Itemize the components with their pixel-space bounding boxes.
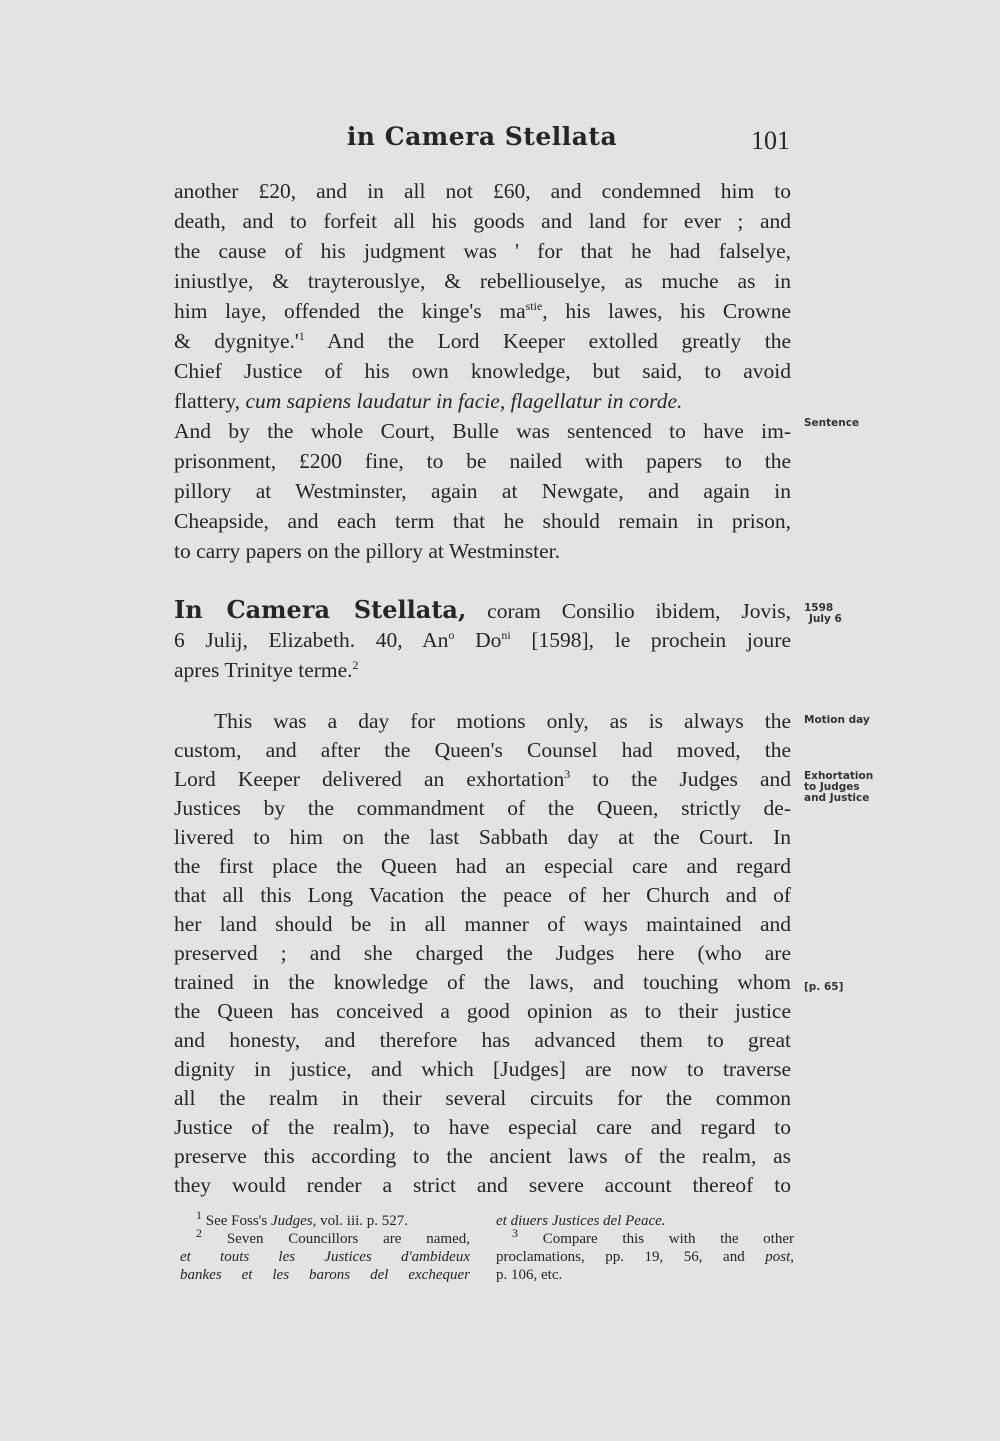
text-line: [174, 625, 791, 655]
text-line: Chief Justice of his own knowledge, but said, to avoid: [174, 359, 791, 383]
text-segment: post: [765, 1249, 791, 1265]
superscript: ni: [501, 627, 511, 642]
text-line: This was a day for motions only, as is always the: [214, 709, 791, 733]
footnote-ref: 1: [298, 328, 305, 343]
text-segment: proclamations, pp. 19, 56, and: [496, 1249, 766, 1265]
text-segment: [1598], le prochein joure: [510, 628, 791, 652]
superscript: stie: [525, 298, 543, 313]
margin-note-year: 1598: [804, 602, 834, 614]
text-segment: Do: [454, 628, 502, 652]
margin-note-sentence: [804, 418, 894, 429]
margin-note-text: Exhortation: [804, 770, 874, 782]
text-line: preserve this according to the ancient laws of the realm, as: [174, 1144, 791, 1168]
text-segment: to the Judges and: [570, 767, 791, 791]
text-segment: 6 Julij, Elizabeth. 40, An: [174, 628, 449, 652]
text-segment: & dygnitye.': [174, 329, 299, 353]
text-segment: et diuers Justices del Peace.: [496, 1213, 666, 1229]
text-line: iniustlye, & trayterouslye, & rebelliouselye, as muche as in: [174, 269, 791, 293]
footnote-ref: 3: [564, 766, 571, 781]
footnote-1: [180, 1208, 470, 1230]
margin-note-text: Sentence: [804, 417, 860, 429]
footnote-3: [496, 1226, 794, 1248]
text-line: preserved ; and she charged the Judges here (who are: [174, 941, 791, 965]
footnote-2-line: [180, 1248, 470, 1266]
footnote-3-line: [496, 1248, 794, 1266]
text-line: And by the whole Court, Bulle was sentenced to have im-: [174, 419, 791, 443]
text-line: her land should be in all manner of ways maintained and: [174, 912, 791, 936]
text-line: and honesty, and therefore has advanced them to great: [174, 1028, 791, 1052]
text-line: all the realm in their several circuits for the common: [174, 1086, 791, 1110]
footnote-3-line: p. 106, etc.: [496, 1267, 563, 1283]
margin-note-page-ref: [804, 982, 894, 993]
text-segment: ,: [790, 1249, 794, 1265]
text-line: the first place the Queen had an especial care and regard: [174, 854, 791, 878]
text-line: death, and to forfeit all his goods and land for ever ; and: [174, 209, 791, 233]
text-segment: flattery,: [174, 389, 246, 413]
page-header: [174, 122, 790, 162]
latin-quote: cum sapiens laudatur in facie, flagellatur in corde.: [245, 389, 683, 413]
margin-note-date: [804, 603, 894, 625]
text-line: they would render a strict and severe account thereof to: [174, 1173, 791, 1197]
text-segment: Compare this with the other: [518, 1231, 794, 1247]
text-segment: coram Consilio ibidem, Jovis,: [466, 599, 791, 623]
text-segment: Lord Keeper delivered an exhortation: [174, 767, 565, 791]
text-segment: him laye, offended the kinge's ma: [174, 299, 526, 323]
text-line: another £20, and in all not £60, and condemned him to: [174, 179, 791, 203]
text-line: that all this Long Vacation the peace of her Church and of: [174, 883, 791, 907]
margin-note-text: and Justice: [804, 792, 870, 804]
margin-note-text: [p. 65]: [804, 981, 844, 993]
page-number: 101: [751, 126, 790, 155]
text-line: [174, 296, 791, 326]
text-segment: Judges: [270, 1213, 313, 1229]
text-segment: , his lawes, his Crowne: [542, 299, 791, 323]
text-line: [174, 326, 791, 356]
text-segment: Seven Councillors are named,: [202, 1231, 470, 1247]
margin-note-text: Motion day: [804, 714, 870, 726]
text-line: dignity in justice, and which [Judges] are now to traverse: [174, 1057, 791, 1081]
heading-title: In Camera Stellata,: [174, 595, 467, 624]
footnote-2-line: [496, 1212, 794, 1230]
footnote-2-line: [180, 1266, 470, 1284]
text-line: livered to him on the last Sabbath day at the Court. In: [174, 825, 791, 849]
footnote-2: [180, 1226, 470, 1248]
text-line: the Queen has conceived a good opinion as to their justice: [174, 999, 791, 1023]
text-line: to carry papers on the pillory at Westminster.: [174, 539, 560, 563]
text-segment: bankes et les barons del exchequer: [180, 1267, 470, 1283]
text-line: custom, and after the Queen's Counsel had moved, the: [174, 738, 791, 762]
text-line: [174, 764, 791, 794]
text-segment: et touts les Justices d'ambideux: [180, 1249, 470, 1265]
running-title: in Camera Stellata: [346, 122, 618, 151]
text-line: [174, 655, 791, 685]
text-line: [174, 595, 791, 625]
text-line: the cause of his judgment was ' for that he had falselye,: [174, 239, 791, 263]
text-segment: , vol. iii. p. 527.: [312, 1213, 409, 1229]
text-line: Justice of the realm), to have especial care and regard to: [174, 1115, 791, 1139]
text-line: Cheapside, and each term that he should remain in prison,: [174, 509, 791, 533]
margin-note-motion-day: [804, 715, 894, 726]
footnote-ref: 2: [352, 657, 359, 672]
text-segment: And the Lord Keeper extolled greatly the: [304, 329, 791, 353]
text-line: [174, 386, 791, 416]
text-line: Justices by the commandment of the Queen, strictly de-: [174, 796, 791, 820]
footnotes-left-column: [180, 1208, 470, 1284]
footnote-number: 2: [196, 1226, 202, 1240]
footnote-number: 1: [196, 1208, 202, 1222]
margin-note-text: to Judges: [804, 781, 860, 793]
text-line: trained in the knowledge of the laws, and touching whom: [174, 970, 791, 994]
text-line: pillory at Westminster, again at Newgate, and again in: [174, 479, 791, 503]
text-line: prisonment, £200 fine, to be nailed with papers to the: [174, 449, 791, 473]
footnotes-right-column: [496, 1212, 794, 1284]
text-segment: apres Trinitye terme.: [174, 658, 353, 682]
margin-note-day: July 6: [809, 613, 842, 625]
footnote-number: 3: [512, 1226, 518, 1240]
text-segment: See Foss's: [202, 1213, 271, 1229]
superscript: o: [448, 627, 455, 642]
margin-note-exhortation: [804, 771, 894, 804]
